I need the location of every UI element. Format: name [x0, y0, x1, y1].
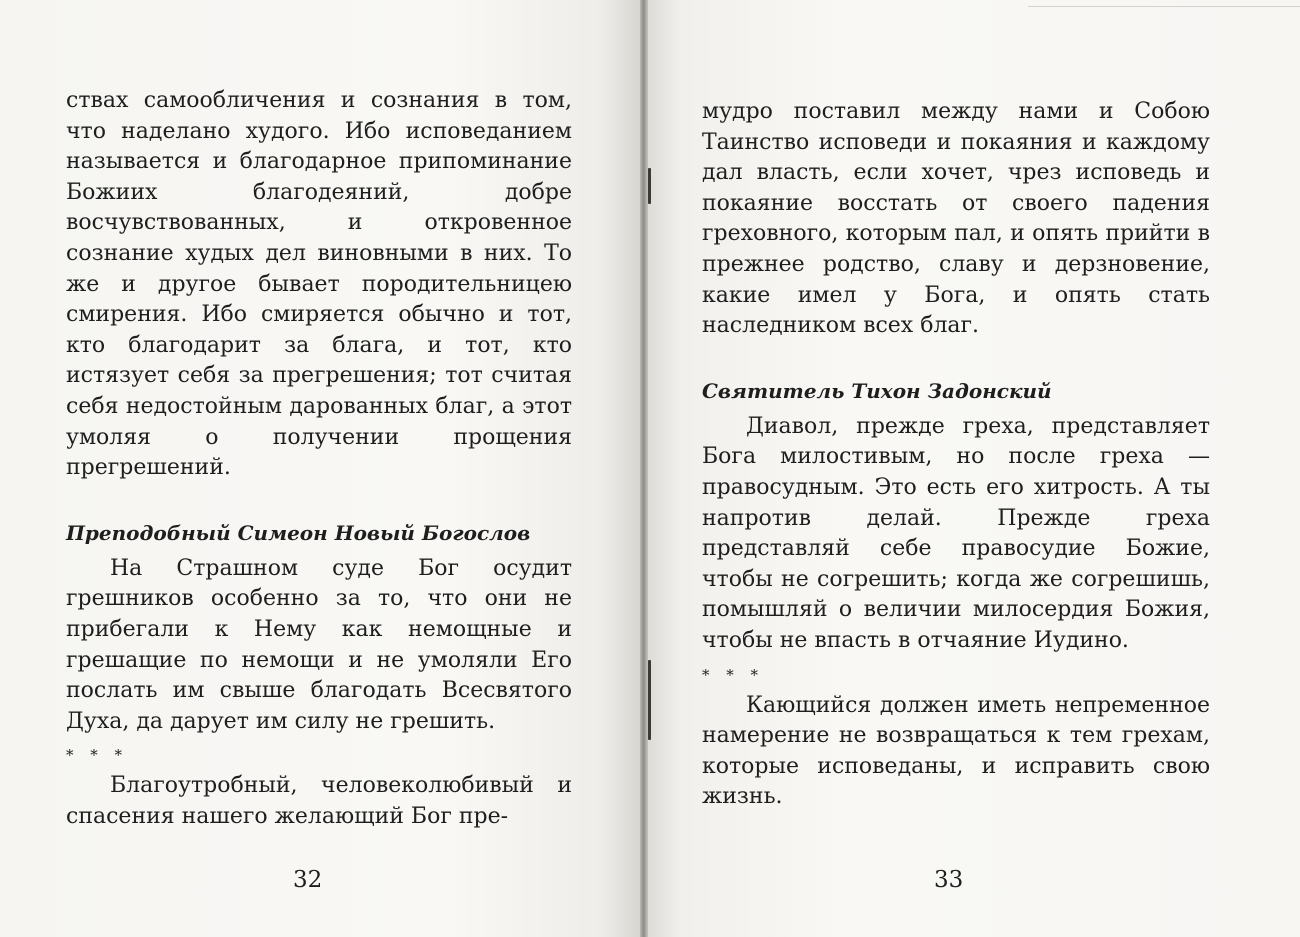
page-edge-shadow [1028, 0, 1300, 7]
left-separator: * * * [66, 746, 129, 765]
right-paragraph-2: Диавол, прежде греха, представляет Бога милостивым, но после греха — правосудным. Это есть его хитрость. А ты напротив делай. Прежде греха представляй себе правосудие Божие, чтобы не согрешить; когда же согрешишь, помышляй о величии милосердия Божия, чтобы не впасть в отчаяние Иудино. [702, 413, 1210, 653]
right-page [648, 0, 1300, 937]
left-paragraph-3: Благоутробный, человеколюбивый и спасения нашего желающий Бог пре- [66, 773, 572, 829]
left-paragraph-2: На Страшном суде Бог осудит грешников особенно за то, что они не прибегали к Нему как немощные и грешащие по немощи и не умоляли Его послать им свыше благодать Всесвятого Духа, да дарует им силу не грешить. [66, 555, 572, 734]
left-page-number: 32 [293, 867, 323, 893]
left-page [0, 0, 640, 937]
left-section-heading: Преподобный Симеон Новый Богослов [66, 520, 531, 545]
left-paragraph-1: ствах самообличения и сознания в том, что наделано худого. Ибо исповеданием называется и благодарное припоминание Божиих благодеяний, добре восчувствованных, и откровенное сознание худых дел виновными в них. То же и другое бывает породительницею смирения. Ибо смиряется обычно и тот, кто благодарит за блага, и тот, кто истязует себя за прегрешения; тот считая себя недостойным дарованных благ, а этот умоляя о получении прощения прегрешений. [66, 88, 572, 481]
right-paragraph-3: Кающийся должен иметь непременное намерение не возвращаться к тем грехам, которые исповеданы, и исправить свою жизнь. [702, 692, 1210, 810]
right-separator: * * * [702, 665, 765, 684]
right-section-heading: Святитель Тихон Задонский [702, 378, 1052, 403]
book-gutter [640, 0, 648, 937]
right-paragraph-1: мудро поставил между нами и Собою Таинство исповеди и покаяния и каждому дал власть, если хочет, чрез исповедь и покаяние восстать от своего падения греховного, которым пал, и опять прийти в прежнее родство, славу и дерзновение, какие имел у Бога, и опять стать наследником всех благ. [702, 99, 1210, 339]
right-page-number: 33 [934, 867, 964, 893]
left-page-text [66, 86, 572, 832]
binding-staple-bottom [648, 660, 651, 740]
binding-staple-top [648, 168, 651, 204]
right-page-text [702, 97, 1210, 813]
